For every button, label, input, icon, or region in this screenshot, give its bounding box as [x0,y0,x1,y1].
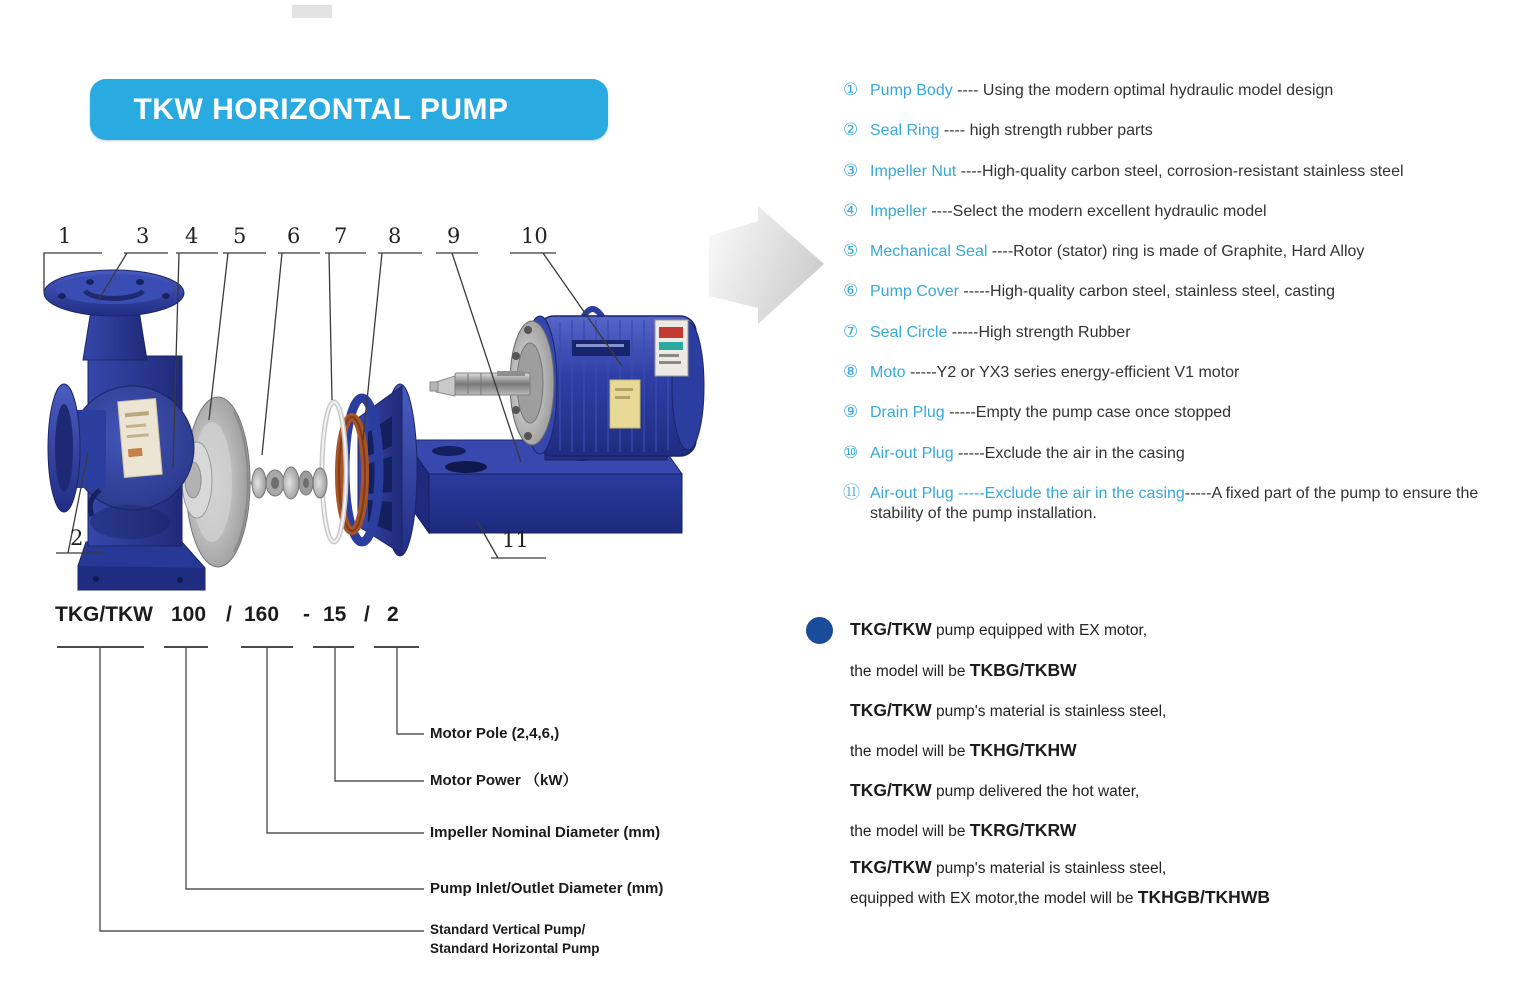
label-pump-type [430,920,600,958]
model-impeller-diameter: 160 [244,603,280,626]
part-number-2: 2 [70,526,84,550]
shaft-parts [240,467,327,499]
part-description: ---- Using the modern optimal hydraulic model design [952,82,1334,99]
parts-legend-item [843,433,1513,473]
part-number-9: 9 [447,224,461,248]
motor-shaft [430,321,554,445]
part-description: -----High strength Rubber [947,323,1131,341]
note-line [850,619,1147,640]
part-name: Moto [870,364,906,382]
parts-legend-item [843,271,1513,311]
note-line [850,780,1139,801]
part-name: Seal Circle [870,323,948,341]
part-name: Mechanical Seal [870,243,988,261]
part-number-3: 3 [136,224,150,248]
note-model-code: TKHGB/TKHWB [1137,887,1270,907]
note-text: equipped with EX motor,the model will be [850,890,1138,907]
model-motor-pole: 2 [387,603,399,626]
note-model-code: TKRG/TKRW [969,820,1077,840]
parts-legend [843,70,1513,525]
note-line [850,820,1076,841]
note-text: the model will be [850,823,970,840]
motor-nameplate [572,340,630,356]
model-motor-power: 15 [323,603,347,626]
pump-body-label [118,398,162,477]
note-series-prefix: TKG/TKW [850,700,932,720]
model-connector-lines [57,647,424,931]
part-name: Impeller Nut [870,162,957,180]
label-impeller-diameter: Impeller Nominal Diameter (mm) [430,824,661,841]
note-series-prefix: TKG/TKW [850,857,932,877]
part-name: Air-out Plug [870,444,954,462]
part-description: -----High-quality carbon steel, stainless steel, casting [958,283,1336,301]
part-description: ----High-quality carbon steel, corrosion-resistant stainless steel [956,162,1404,180]
motor-yellow-label [610,380,640,428]
part-circled-number: ⑦ [843,321,859,341]
part-number-11: 11 [502,528,529,552]
note-text: pump's material is stainless steel, [931,860,1167,877]
pump-body [44,270,205,590]
part-name: Air-out Plug [870,484,954,502]
part-circled-number: ⑪ [843,482,860,502]
note-line [850,660,1077,681]
parts-legend-item [843,473,1513,525]
parts-legend-item [843,392,1513,432]
note-line [850,887,1270,908]
parts-legend-item [843,231,1513,271]
part-name: Pump Body [870,82,953,99]
label-motor-power: Motor Power （kW） [430,772,578,789]
part-circled-number: ③ [843,160,859,180]
parts-legend-item [843,352,1513,392]
label-inlet-outlet: Pump Inlet/Outlet Diameter (mm) [430,880,664,897]
part-name: Pump Cover [870,283,959,301]
parts-legend-item [843,110,1513,150]
part-description: -----A fixed part of the pump to ensure the stability of the pump installation. [870,484,1479,523]
part-description: -----Exclude the air in the casing [953,444,1185,462]
part-name-extra: -----Exclude the air in the casing [953,484,1185,502]
part-description: -----Empty the pump case once stopped [944,404,1232,422]
note-text: the model will be [850,743,970,760]
model-separator-1: / [226,603,232,626]
model-variant-notes [850,619,1490,919]
part-number-10: 10 [521,224,548,248]
parts-legend-item [843,70,1513,110]
part-circled-number: ④ [843,200,859,220]
label-motor-pole: Motor Pole (2,4,6,) [430,725,560,742]
part-circled-number: ⑥ [843,281,859,301]
note-text: pump equipped with EX motor, [931,622,1148,639]
note-text: pump delivered the hot water, [931,783,1140,800]
part-number-4: 4 [185,224,199,248]
note-line [850,857,1166,878]
part-circled-number: ⑤ [843,241,859,261]
page-title: TKW HORIZONTAL PUMP [133,92,509,126]
part-name: Seal Ring [870,122,940,140]
label-pump-type-line1: Standard Vertical Pump/ [430,922,586,937]
part-number-5: 5 [233,224,247,248]
part-number-7: 7 [334,224,348,248]
flow-arrow [709,206,824,324]
part-circled-number: ② [843,120,859,140]
title-banner [90,79,608,140]
part-description: -----Y2 or YX3 series energy-efficient V1 motor [905,364,1240,382]
part-number-8: 8 [388,224,402,248]
model-series: TKG/TKW [55,603,153,626]
part-circled-number: ⑨ [843,402,859,422]
parts-legend-item [843,312,1513,352]
note-line [850,740,1077,761]
part-circled-number: ⑧ [843,362,859,382]
part-description: ---- high strength rubber parts [939,122,1153,140]
pump-cover [339,384,417,556]
motor-side-label [655,320,688,376]
part-circled-number: ① [843,80,859,99]
parts-legend-item [843,191,1513,231]
note-text: the model will be [850,663,970,680]
bullet-icon [806,617,833,644]
part-name: Impeller [870,202,927,220]
note-series-prefix: TKG/TKW [850,780,932,800]
part-circled-number: ⑩ [843,442,859,462]
note-line [850,700,1166,721]
note-text: pump's material is stainless steel, [931,703,1167,720]
note-model-code: TKHG/TKHW [969,740,1077,760]
model-inlet-diameter: 100 [171,603,207,626]
scan-artifact [292,5,332,18]
part-number-1: 1 [58,224,72,248]
part-name: Drain Plug [870,404,945,422]
part-description: ----Rotor (stator) ring is made of Graphite, Hard Alloy [987,243,1365,261]
note-model-code: TKBG/TKBW [969,660,1077,680]
model-separator-3: / [364,603,370,626]
note-series-prefix: TKG/TKW [850,619,932,639]
part-description: ----Select the modern excellent hydraulic model [926,202,1267,220]
label-pump-type-line2: Standard Horizontal Pump [430,941,600,956]
part-number-6: 6 [287,224,301,248]
model-separator-2: - [303,603,310,626]
parts-legend-item [843,151,1513,191]
